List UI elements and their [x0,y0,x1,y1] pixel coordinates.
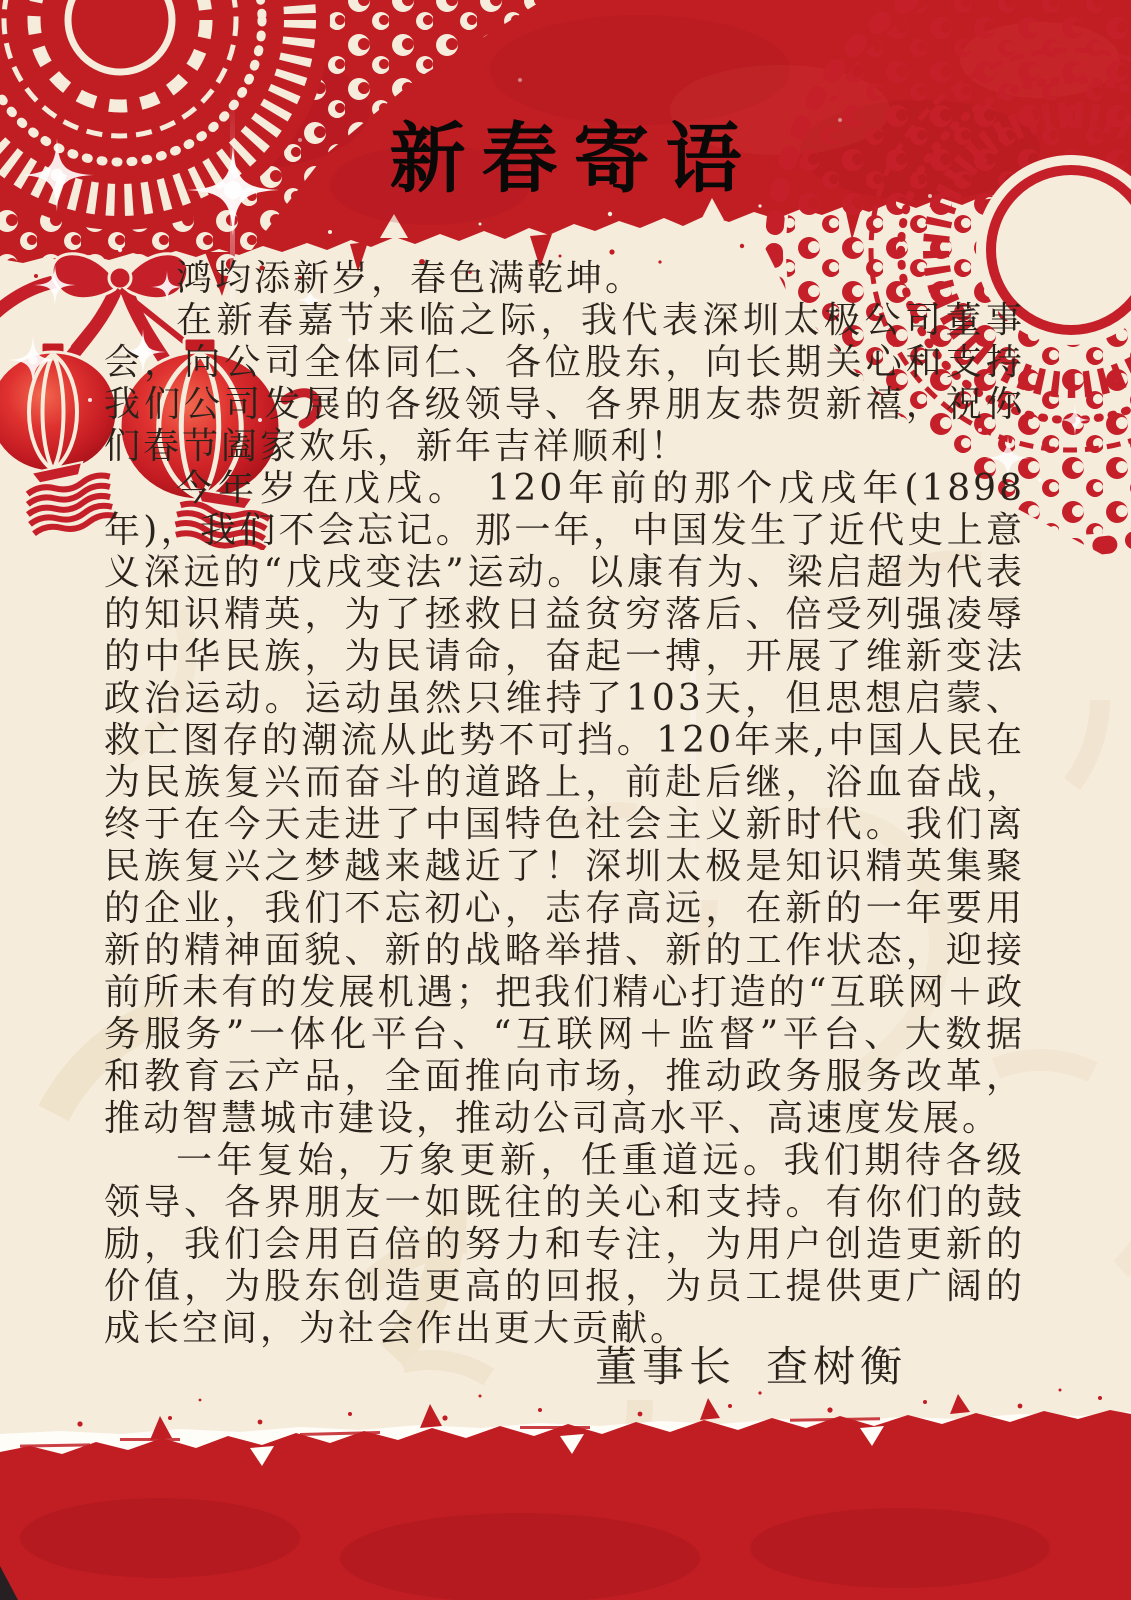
opening-couplet: 鸿均添新岁，春色满乾坤。 [176,258,645,299]
signature-line [595,1334,907,1394]
signature-name: 查树衡 [765,1342,907,1391]
paragraph-greeting: 在新春嘉节来临之际，我代表深圳太极公司董事会，向公司全体同仁、各位股东，向长期关心和支持我们公司发展的各级领导、各界朋友恭贺新禧，祝你们春节阖家欢乐，新年吉祥顺利！ [104,300,1025,467]
page-title: 新春寄语 [389,114,758,203]
signature-role: 董事长 [594,1342,736,1391]
paragraph-outlook: 一年复始，万象更新，任重道远。我们期待各级领导、各界朋友一如既往的关心和支持。有你们的鼓励，我们会用百倍的努力和专注，为用户创造更新的价值，为股东创造更高的回报，为员工提供更广阔的成长空间，为社会作出更大贡献。 [104,1140,1025,1349]
letter-body [104,258,1025,1350]
paragraph-history-and-plans: 今年岁在戊戌。 120年前的那个戊戌年(1898年)，我们不会忘记。那一年，中国发生了近代史上意义深远的“戊戌变法”运动。以康有为、梁启超为代表的知识精英，为了拯救日益贫穷落后、倍受列强凌辱的中华民族，为民请命，奋起一搏，开展了维新变法政治运动。运动虽然只维持了103天，但思想启蒙、救亡图存的潮流从此势不可挡。120年来,中国人民在为民族复兴而奋斗的道路上，前赴后继，浴血奋战，终于在今天走进了中国特色社会主义新时代。我们离民族复兴之梦越来越近了！深圳太极是知识精英集聚的企业，我们不忘初心，志存高远，在新的一年要用新的精神面貌、新的战略举措、新的工作状态，迎接前所未有的发展机遇；把我们精心打造的“互联网＋政务服务”一体化平台、“互联网＋监督”平台、大数据和教育云产品，全面推向市场，推动政务服务改革，推动智慧城市建设，推动公司高水平、高速度发展。 [104,468,1025,1139]
